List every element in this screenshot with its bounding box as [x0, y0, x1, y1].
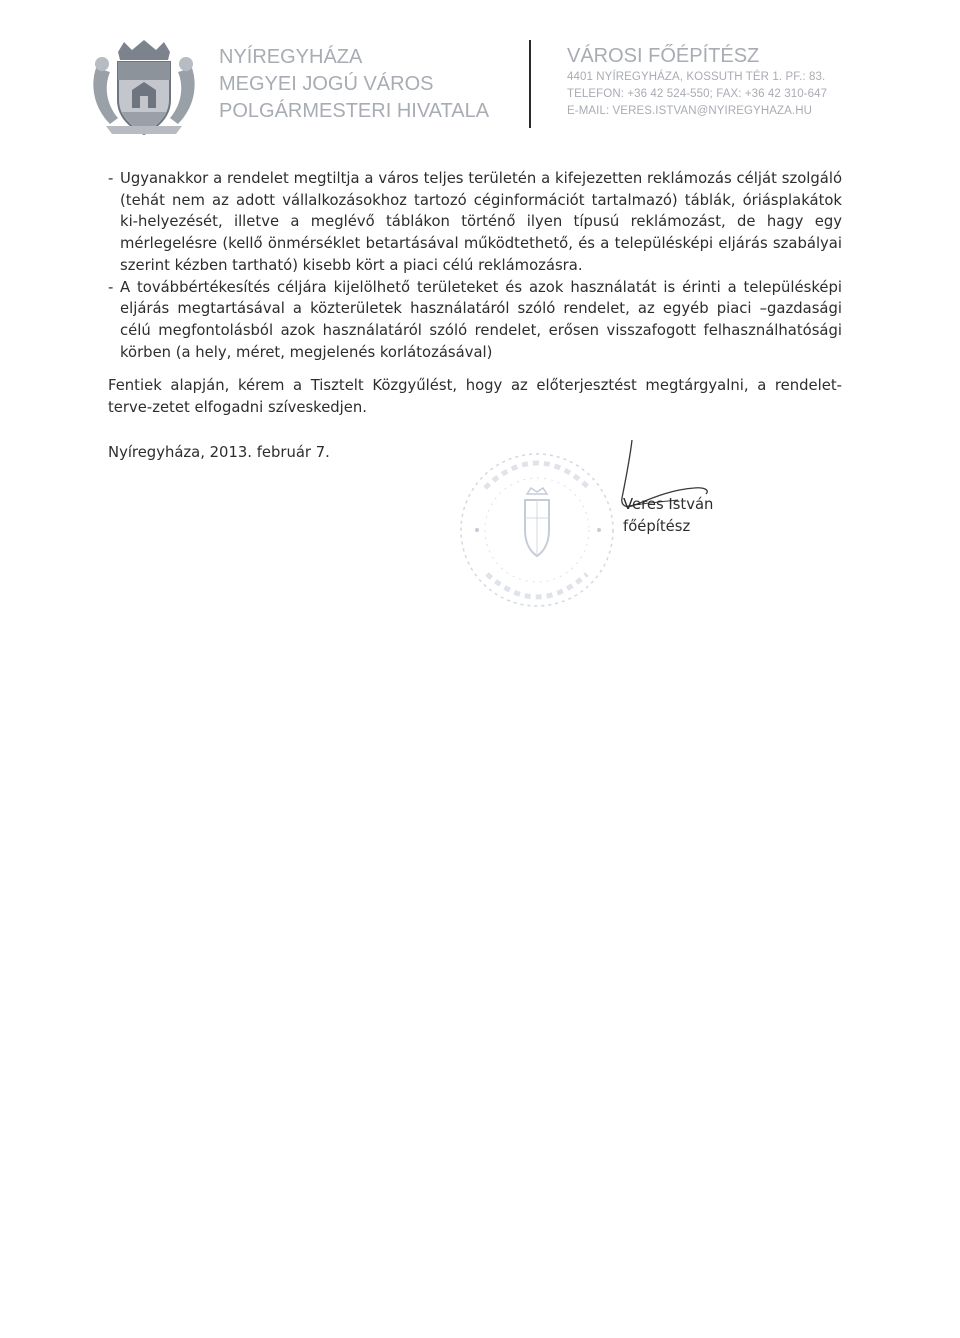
closing-paragraph: Fentiek alapján, kérem a Tisztelt Közgyűlést, hogy az előterjesztést megtárgyalni, a rendelet-terve-zetet elfogadni szíveskedjen. — [108, 377, 842, 417]
organization-name — [219, 44, 489, 125]
signer-name: Veres István — [623, 496, 714, 513]
org-line-city: NYÍREGYHÁZA — [219, 46, 363, 68]
bullet-dash: - — [108, 170, 114, 187]
office-phone-fax: TELEFON: +36 42 524-550; FAX: +36 42 310-647 — [567, 88, 828, 100]
office-contact-block — [567, 43, 827, 120]
bullet-text: Ugyanakkor a rendelet megtiltja a város teljes területén a kifejezetten reklámozás célját szolgáló (tehát nem az adott vállalkozásokhoz tartozó céginformációt tartalmazó) táblák, óriásplakátok ki-helyezését, illetve a meglévő táblákon történő ilyen típusú reklámozást, de hagy egy mérlegelésre (kellő önmérséklet betartásával működtethető, és a településképi eljárás szabályai szerint kézben tartható) kisebb kört a piaci célú reklámozásra. — [120, 170, 842, 274]
org-line-office: POLGÁRMESTERI HIVATALA — [219, 100, 490, 122]
office-title: VÁROSI FŐÉPÍTÉSZ — [567, 45, 760, 67]
signature-block — [623, 494, 713, 538]
bullet-paragraph — [108, 277, 842, 364]
signer-title: főépítész — [623, 518, 691, 535]
office-email: E-MAIL: VERES.ISTVAN@NYIREGYHAZA.HU — [567, 105, 813, 117]
official-seal-stamp — [455, 448, 620, 613]
bullet-dash: - — [108, 278, 114, 296]
city-coat-of-arms-logo — [88, 38, 200, 138]
bullet-paragraph — [108, 168, 842, 277]
date-line: Nyíregyháza, 2013. február 7. — [108, 443, 330, 461]
header-divider — [529, 40, 531, 128]
org-line-status: MEGYEI JOGÚ VÁROS — [219, 73, 434, 95]
office-address: 4401 NYÍREGYHÁZA, KOSSUTH TÉR 1. PF.: 83. — [567, 71, 826, 83]
bullet-text: A továbbértékesítés céljára kijelölhető területeket és azok használatát is érinti a településképi eljárás megtartásával a közterületek használatáról szóló rendelet, az egyéb piaci –gazdasági célú megfontolásból azok használatáról szóló rendelet, erősen visszafogott felhasználhatósági körben (a hely, méret, megjelenés korlátozásával) — [120, 278, 842, 361]
letter-body — [108, 168, 842, 463]
